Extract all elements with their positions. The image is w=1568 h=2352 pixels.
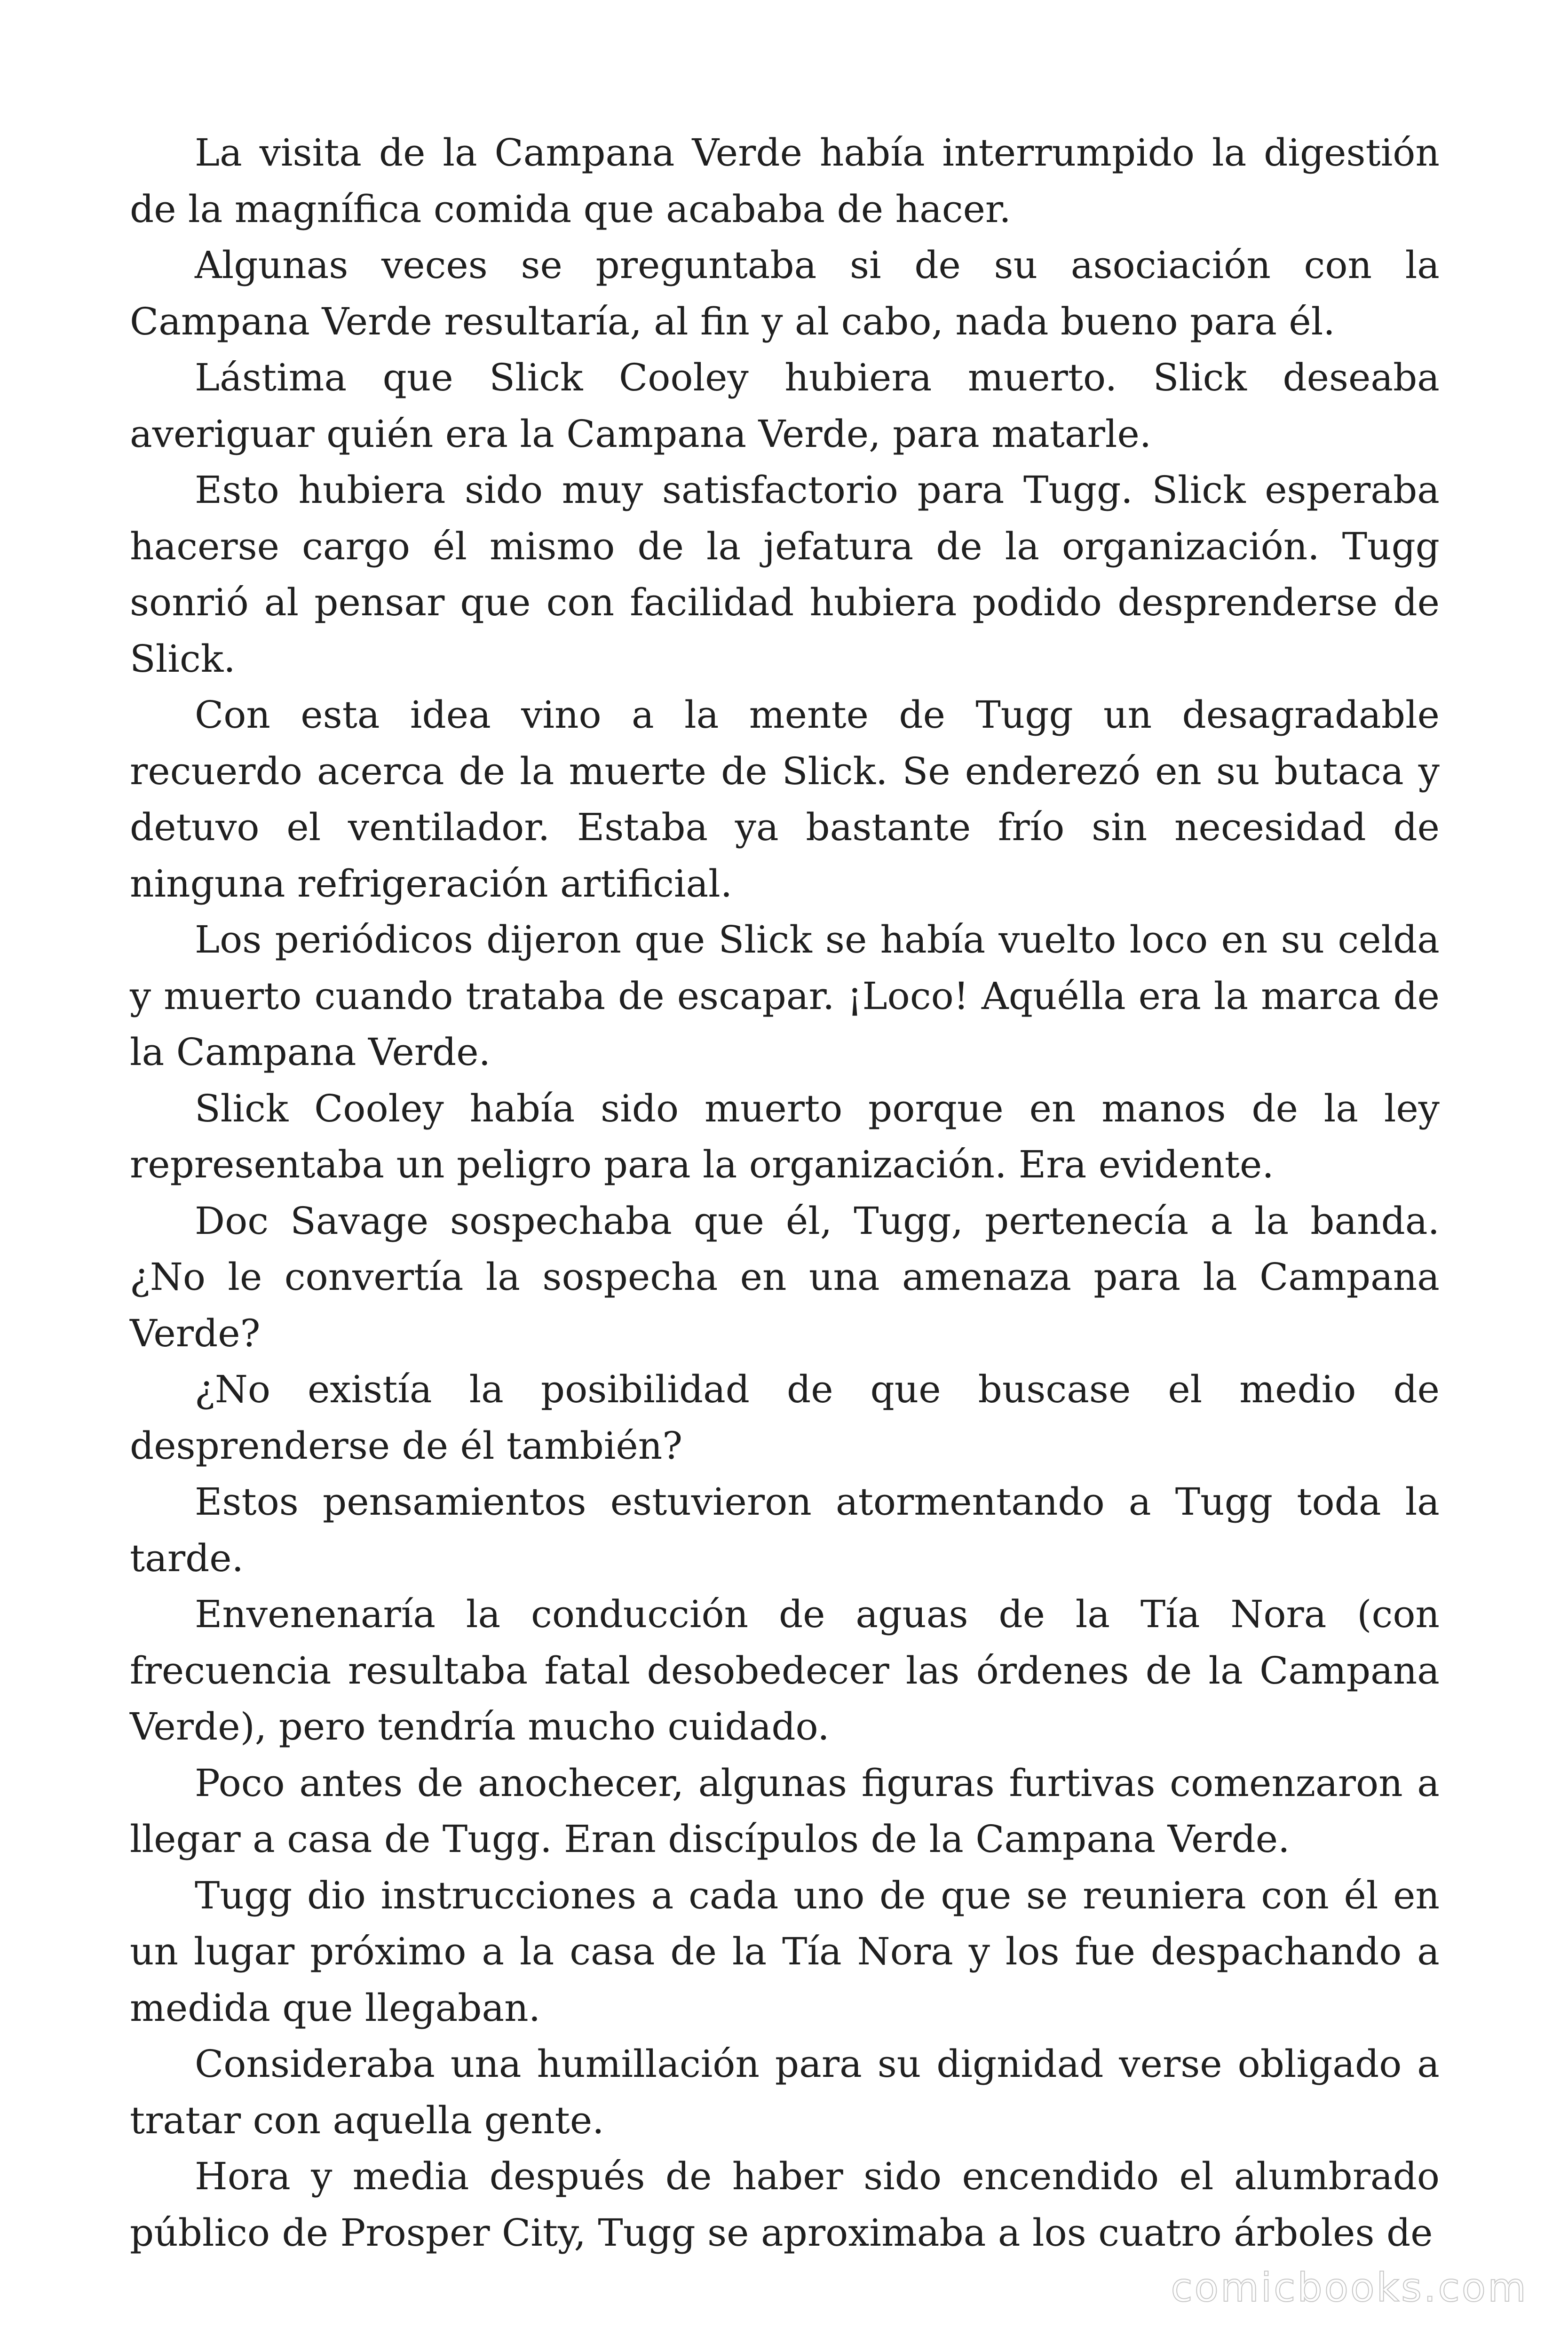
paragraph: Hora y media después de haber sido encendido el alumbrado público de Prosper City, Tugg se aproximaba a los cuatro árboles de — [130, 2154, 1440, 2255]
paragraph: Poco antes de anochecer, algunas figuras furtivas comenzaron a llegar a casa de Tugg. Eran discípulos de la Campana Verde. — [130, 1761, 1440, 1861]
paragraph: Estos pensamientos estuvieron atormentando a Tugg toda la tarde. — [130, 1480, 1440, 1580]
paragraph: ¿No existía la posibilidad de que buscase el medio de desprenderse de él también? — [130, 1367, 1440, 1468]
paragraph: Los periódicos dijeron que Slick se había vuelto loco en su celda y muerto cuando trataba de escapar. ¡Loco! Aquélla era la marca de la Campana Verde. — [130, 918, 1440, 1074]
paragraph: Con esta idea vino a la mente de Tugg un desagradable recuerdo acerca de la muerte de Slick. Se enderezó en su butaca y detuvo el ventilador. Estaba ya bastante frío sin necesidad de ninguna refrigeración artificial. — [130, 693, 1440, 906]
paragraph: Envenenaría la conducción de aguas de la Tía Nora (con frecuencia resultaba fatal desobedecer las órdenes de la Campana Verde), pero tendría mucho cuidado. — [130, 1592, 1440, 1748]
paragraph: Esto hubiera sido muy satisfactorio para Tugg. Slick esperaba hacerse cargo él mismo de la jefatura de la organización. Tugg sonrió al pensar que con facilidad hubiera podido desprenderse de Slick. — [130, 468, 1440, 681]
paragraph: Lástima que Slick Cooley hubiera muerto. Slick deseaba averiguar quién era la Campana Verde, para matarle. — [130, 356, 1440, 456]
watermark: comicbooks.com — [1171, 2265, 1528, 2311]
paragraph: Algunas veces se preguntaba si de su asociación con la Campana Verde resultaría, al fin y al cabo, nada bueno para él. — [130, 243, 1440, 343]
paragraph: Doc Savage sospechaba que él, Tugg, pertenecía a la banda. ¿No le convertía la sospecha en una amenaza para la Campana Verde? — [130, 1199, 1440, 1355]
paragraph: Slick Cooley había sido muerto porque en manos de la ley representaba un peligro para la organización. Era evidente. — [130, 1086, 1440, 1186]
paragraph: Tugg dio instrucciones a cada uno de que se reuniera con él en un lugar próximo a la casa de la Tía Nora y los fue despachando a medida que llegaban. — [130, 1873, 1440, 2030]
paragraph: Consideraba una humillación para su dignidad verse obligado a tratar con aquella gente. — [130, 2042, 1440, 2142]
paragraph: La visita de la Campana Verde había interrumpido la digestión de la magnífica comida que acababa de hacer. — [130, 131, 1440, 231]
page-body — [130, 125, 1440, 2261]
